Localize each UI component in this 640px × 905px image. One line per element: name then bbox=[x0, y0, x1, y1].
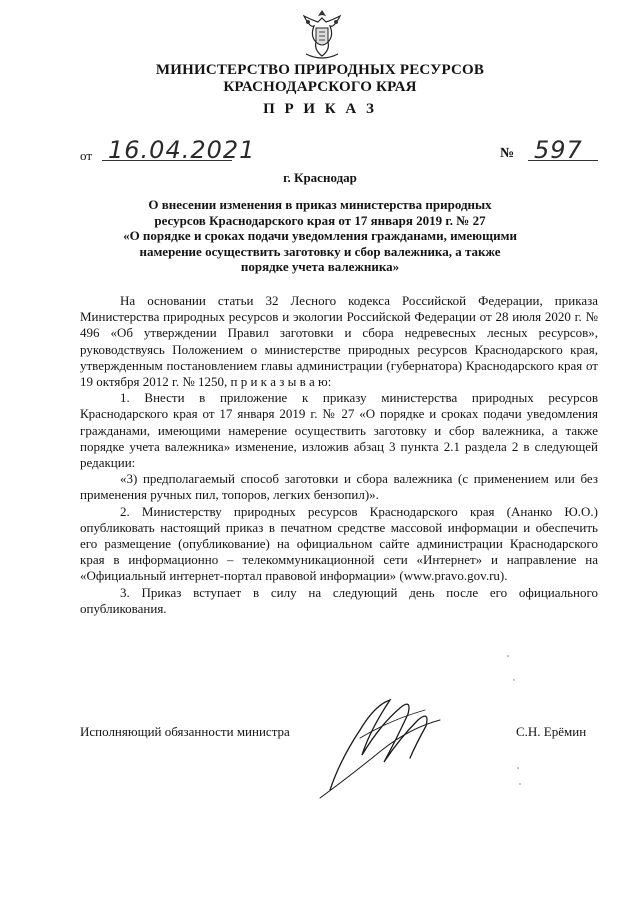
subject-line: «О порядке и сроках подачи уведомления гражданами, имеющими bbox=[123, 228, 517, 244]
order-date: 16.04.2021 bbox=[108, 136, 256, 164]
item-3-paragraph: 3. Приказ вступает в силу на следующий день после его официального опубликования. bbox=[80, 584, 598, 616]
item-1-paragraph: 1. Внести в приложение к приказу министерства природных ресурсов Краснодарского края от 17 января 2019 г. № 27 «О порядке и сроках подачи уведомления гражданами, имеющими намерение осуществить заготовку и сбор валежника, а также порядке учета валежника» изменение, изложив абзац 3 пункта 2.1 раздела 2 в следующей редакции: bbox=[80, 390, 598, 471]
signer-name: С.Н. Ерёмин bbox=[516, 724, 587, 739]
ministry-name-line1: МИНИСТЕРСТВО ПРИРОДНЫХ РЕСУРСОВ bbox=[155, 62, 485, 78]
signer-role: Исполняющий обязанности министра bbox=[80, 724, 290, 739]
subject-line: О внесении изменения в приказ министерства природных bbox=[148, 197, 492, 212]
city-label: г. Краснодар bbox=[283, 170, 357, 185]
subject-line: ресурсов Краснодарского края от 17 января 2019 г. № 27 bbox=[154, 212, 486, 228]
document-type-title: П Р И К А З bbox=[263, 101, 377, 117]
item-1-quote-paragraph: «3) предполагаемый способ заготовки и сбора валежника (с применением или без применения ручных пил, топоров, легких бензопил)». bbox=[80, 471, 598, 503]
coat-of-arms-icon bbox=[296, 6, 348, 64]
date-underline bbox=[102, 160, 232, 161]
number-label: № bbox=[500, 146, 515, 161]
scan-specks bbox=[500, 650, 530, 790]
subject-line: порядке учета валежника» bbox=[240, 259, 400, 275]
preamble-paragraph: На основании статьи 32 Лесного кодекса Российской Федерации, приказа Министерства природных ресурсов и экологии Российской Федерации от 28 июля 2020 г. № 496 «Об утверждении Правил заготовки и сбора недревесных лесных ресурсов», руководствуясь Положением о министерстве природных ресурсов Краснодарского края, утвержденным постановлением главы администрации (губернатора) Краснодарского края от 19 октября 2012 г. № 1250, п р и к а з ы в а ю: bbox=[80, 293, 598, 390]
order-subject bbox=[100, 197, 540, 275]
item-2-paragraph: 2. Министерству природных ресурсов Краснодарского края (Ананко Ю.О.) опубликовать настоящий приказ в печатном средстве массовой информации и обеспечить его размещение (опубликование) на официальном сайте администрации Краснодарского края в информационно – телекоммуникационной сети «Интернет» и направление на «Официальный интернет-портал правовой информации» (www.pravo.gov.ru). bbox=[80, 503, 598, 584]
order-number: 597 bbox=[534, 136, 583, 164]
handwritten-signature bbox=[300, 680, 470, 800]
order-body bbox=[80, 293, 598, 617]
number-underline bbox=[528, 160, 598, 161]
subject-line: намерение осуществить заготовку и сбор валежника, а также bbox=[139, 243, 501, 259]
date-label: от bbox=[80, 148, 93, 163]
ministry-name-line2: КРАСНОДАРСКОГО КРАЯ bbox=[223, 79, 417, 95]
ministry-name bbox=[0, 62, 640, 96]
